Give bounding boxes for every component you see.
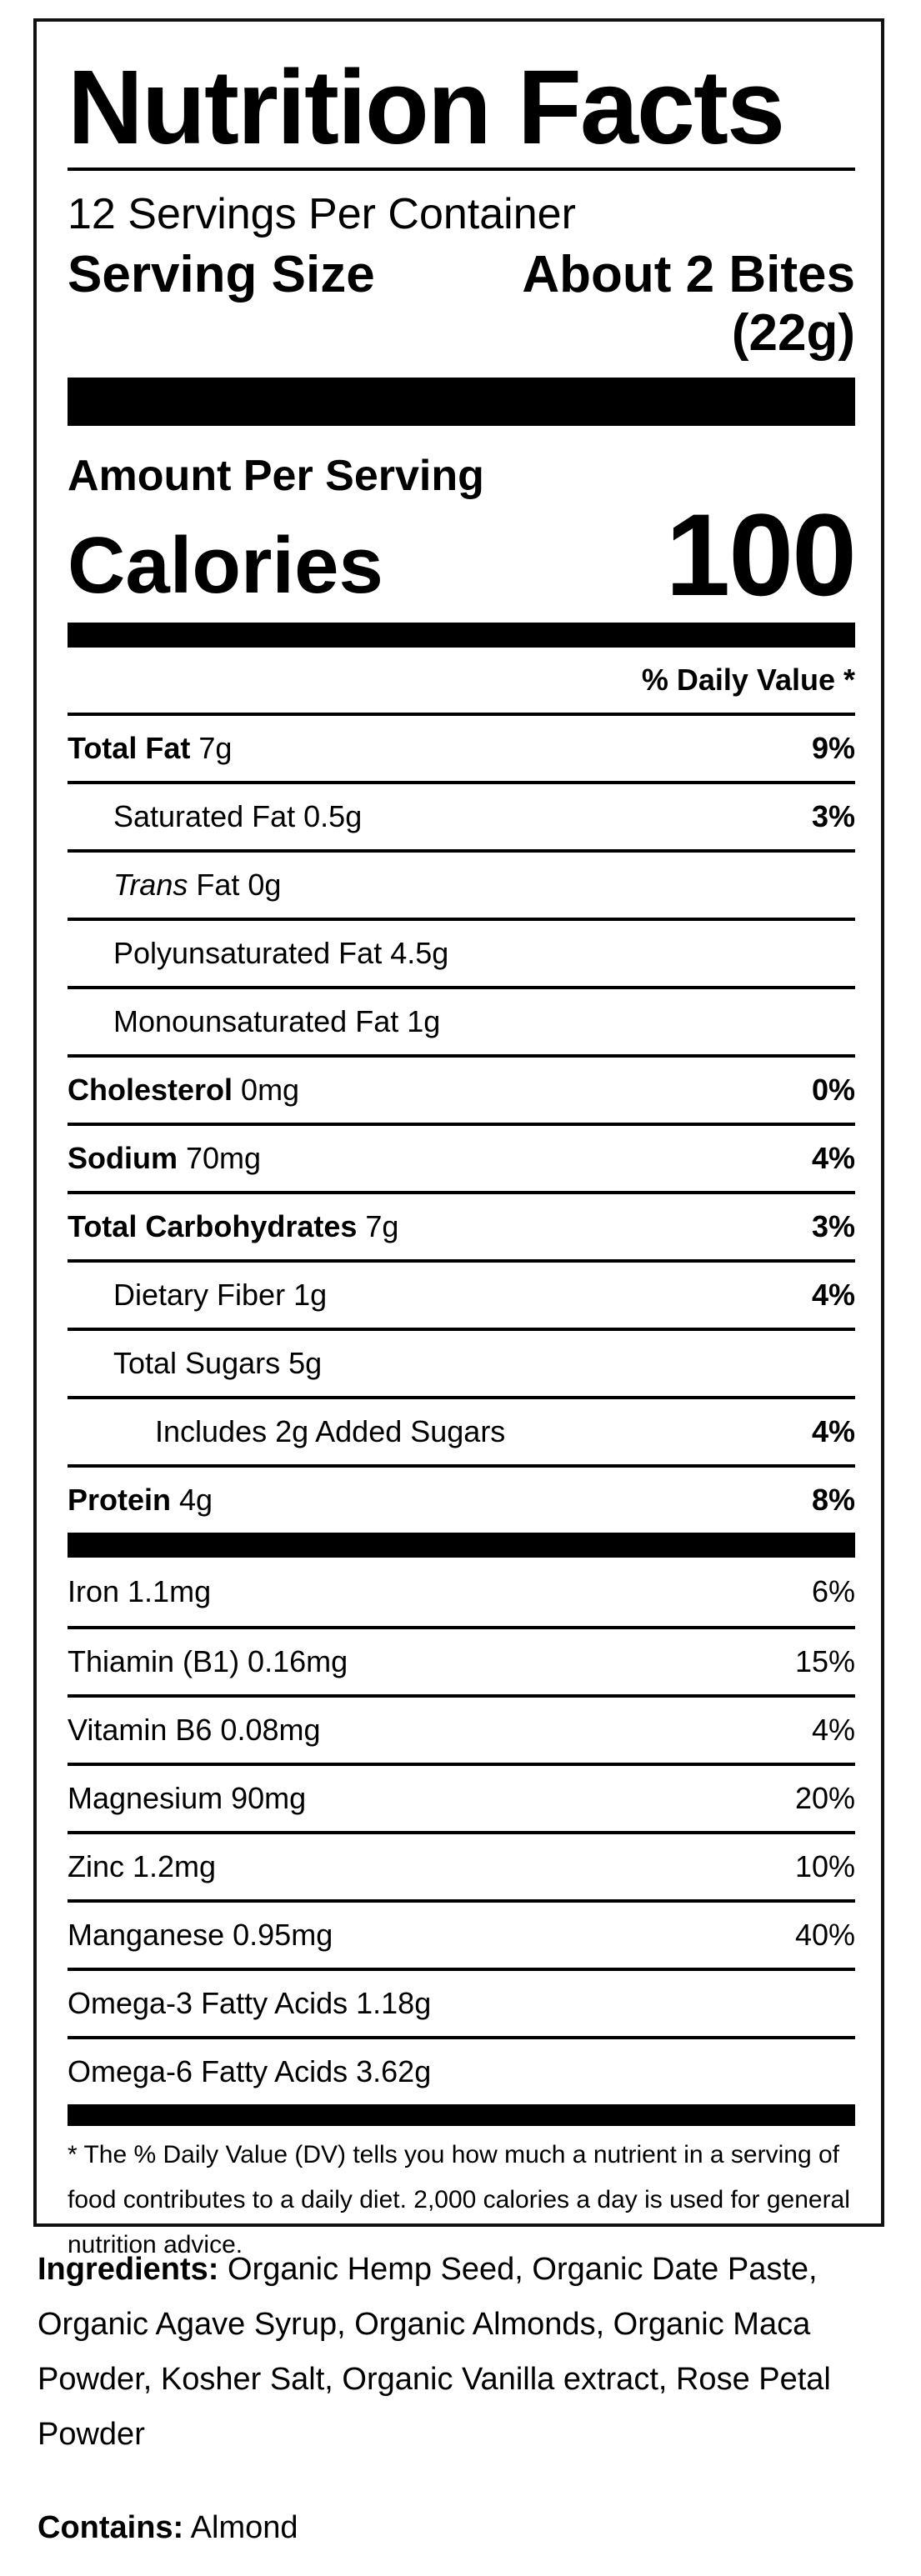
micro-row-omega-3 [68, 1968, 855, 2036]
nutrient-name: Trans [113, 868, 188, 902]
micro-dv: 4% [811, 1713, 855, 1747]
nutrient-name: Total Carbohydrates [68, 1209, 358, 1243]
nutrient-amount: 1g [398, 1004, 441, 1038]
micro-name: Vitamin B6 0.08mg [68, 1713, 321, 1747]
nutrient-amount: 1g [285, 1278, 328, 1312]
nutrient-amount: 0.5g [295, 799, 363, 833]
nutrition-facts-panel [33, 18, 884, 2258]
nutrient-row-saturated-fat [68, 781, 855, 849]
nutrient-dv: 4% [811, 1278, 855, 1312]
contains-label: Contains: [38, 2510, 184, 2545]
micro-row-magnesium [68, 1763, 855, 1831]
nutrient-row-total-sugars [68, 1328, 855, 1396]
serving-size-grams: (22g) [731, 304, 855, 362]
nutrient-dv: 4% [811, 1414, 855, 1448]
thick-divider [68, 1533, 855, 1558]
nutrient-row-total-fat [68, 713, 855, 781]
divider [68, 168, 855, 171]
nutrient-row-sodium [68, 1123, 855, 1191]
nutrient-row-monounsaturated-fat [68, 986, 855, 1054]
ingredients-text: Organic Hemp Seed, Organic Date Paste, Organic Agave Syrup, Organic Almonds, Organic Maca Powder, Kosher Salt, Organic Vanilla extract, Rose Petal Powder [38, 2252, 831, 2452]
micro-name: Omega-6 Fatty Acids 3.62g [68, 2054, 432, 2088]
nutrient-amount: 4.5g [382, 936, 449, 970]
nutrient-amount: 4g [171, 1483, 213, 1517]
nutrient-dv: 3% [811, 799, 855, 833]
micro-dv: 20% [794, 1781, 855, 1815]
nutrient-amount: 70mg [178, 1141, 262, 1175]
nutrient-dv: 8% [811, 1483, 855, 1517]
micro-row-iron [68, 1558, 855, 1626]
thick-divider [68, 2104, 855, 2126]
micro-row-manganese [68, 1899, 855, 1968]
nutrient-name: Dietary Fiber [113, 1278, 286, 1312]
micro-row-zinc [68, 1831, 855, 1899]
daily-value-footnote: * The % Daily Value (DV) tells you how much a nutrient in a serving of food contributes to a daily diet. 2,000 calories a day is used for general nutrition advice. [68, 2141, 850, 2258]
nutrient-row-total-carbohydrates [68, 1191, 855, 1259]
calories-row [68, 489, 855, 620]
serving-size-value: About 2 Bites [522, 246, 855, 303]
thick-divider [68, 623, 855, 648]
nutrient-name: Cholesterol [68, 1073, 233, 1107]
contains-block [38, 2500, 298, 2555]
nutrient-row-trans-fat [68, 849, 855, 918]
micro-row-omega-6 [68, 2036, 855, 2104]
micro-row-thiamin [68, 1626, 855, 1694]
ingredients-label: Ingredients: [38, 2252, 219, 2287]
nutrient-dv: 0% [811, 1073, 855, 1107]
nutrient-row-protein [68, 1464, 855, 1533]
thick-divider [68, 378, 855, 426]
micro-name: Omega-3 Fatty Acids 1.18g [68, 1986, 432, 2020]
nutrient-dv: 9% [811, 731, 855, 765]
micro-name: Manganese 0.95mg [68, 1918, 333, 1952]
micro-name: Zinc 1.2mg [68, 1849, 217, 1883]
nutrient-name: Protein [68, 1483, 172, 1517]
serving-size-row [68, 246, 855, 304]
nutrient-row-polyunsaturated-fat [68, 918, 855, 986]
nutrient-amount: 7g [357, 1209, 399, 1243]
micro-dv: 15% [794, 1644, 855, 1678]
servings-per-container: 12 Servings Per Container [68, 190, 576, 238]
nutrient-row-dietary-fiber [68, 1259, 855, 1328]
nutrient-row-cholesterol [68, 1054, 855, 1123]
micro-dv: 40% [794, 1918, 855, 1952]
daily-value-header: % Daily Value * [641, 663, 855, 697]
nutrient-amount: Fat 0g [188, 868, 282, 902]
nutrient-dv: 4% [811, 1141, 855, 1175]
micro-name: Magnesium 90mg [68, 1781, 307, 1815]
serving-size-label: Serving Size [68, 246, 375, 303]
micro-dv: 10% [794, 1849, 855, 1883]
nutrient-name: Saturated Fat [113, 799, 296, 833]
nutrient-dv: 3% [811, 1209, 855, 1243]
nutrient-name: Sodium [68, 1141, 178, 1175]
ingredients-block [38, 2242, 888, 2462]
calories-label: Calories [68, 521, 383, 610]
nutrient-amount: 0mg [233, 1073, 300, 1107]
nutrient-name: Includes 2g Added Sugars [155, 1414, 506, 1448]
nutrient-amount: 7g [190, 731, 233, 765]
nutrition-facts-title: Nutrition Facts [68, 48, 784, 166]
amount-per-serving: Amount Per Serving [68, 452, 484, 500]
nutrient-name: Total Sugars [113, 1346, 281, 1380]
micro-row-vitamin-b6 [68, 1694, 855, 1763]
nutrient-name: Monounsaturated Fat [113, 1004, 399, 1038]
nutrient-name: Polyunsaturated Fat [113, 936, 383, 970]
contains-text: Almond [183, 2510, 298, 2545]
nutrient-row-added-sugars [68, 1396, 855, 1464]
micro-name: Thiamin (B1) 0.16mg [68, 1644, 348, 1678]
micro-name: Iron 1.1mg [68, 1574, 212, 1608]
micro-dv: 6% [811, 1574, 855, 1608]
nutrient-amount: 5g [280, 1346, 323, 1380]
nutrient-name: Total Fat [68, 731, 191, 765]
calories-value: 100 [665, 489, 855, 620]
